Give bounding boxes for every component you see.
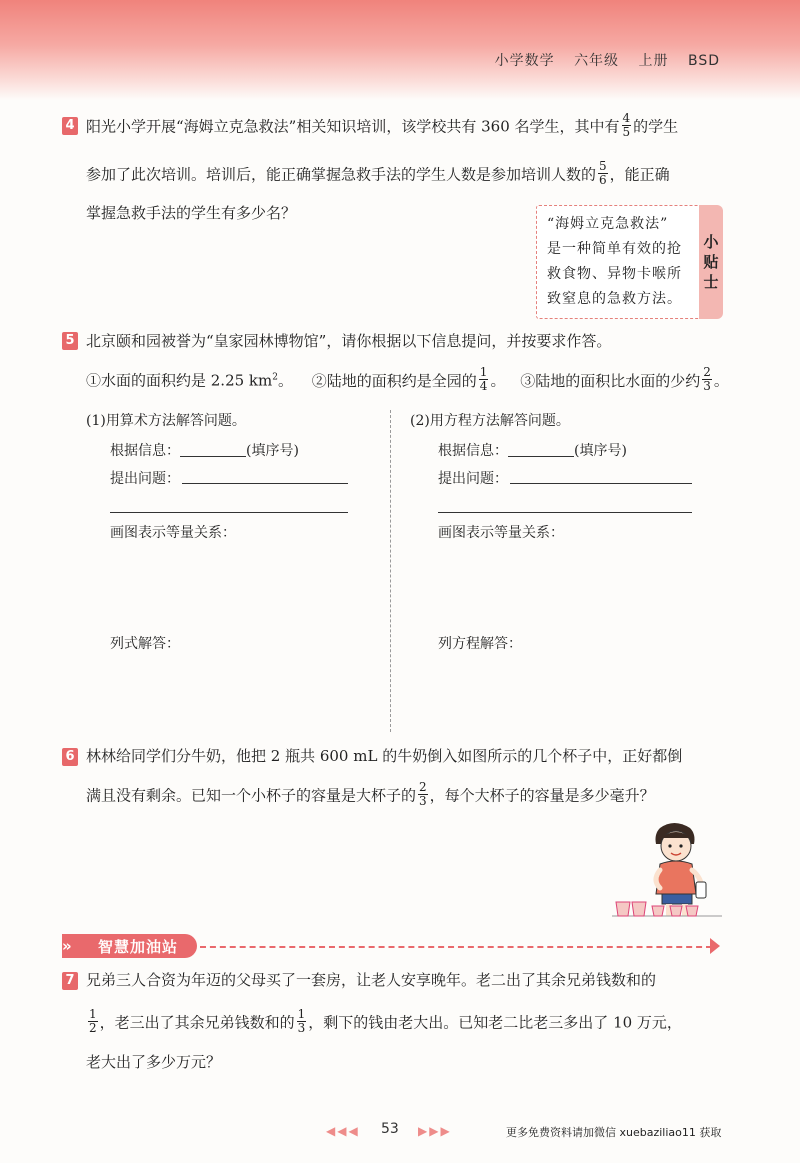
- q5-fraction-2: $\frac{2}{3}$: [703, 365, 711, 393]
- double-chevron-icon: »: [62, 937, 72, 955]
- q7-line-1: 兄弟三人合资为年迈的父母买了一套房，让老人安享晚年。老二出了其余兄弟钱数和的: [86, 971, 657, 989]
- q5-info: ①水面的面积约是 2.25 $km^2$。 ②陆地的面积约是全园的 $\frac{1}{4}$ 。 ③陆地的面积比水面的少约 $\frac{2}{3}$ 。: [86, 365, 729, 393]
- edition: BSD: [687, 53, 720, 69]
- q7-fraction-2: $\frac{1}{3}$: [297, 1007, 306, 1035]
- boy-pouring-milk-illustration: [612, 818, 722, 928]
- ask-blank-right-1[interactable]: [510, 483, 692, 484]
- course-label: [495, 50, 720, 70]
- q5-right-solve: 列方程解答：: [438, 636, 522, 652]
- question-7-number: 7: [62, 972, 78, 990]
- footer-left-arrows: ◀◀◀: [326, 1124, 360, 1138]
- boy-icon: [656, 823, 707, 916]
- grade: 六年级: [574, 53, 620, 69]
- ask-blank-right-2[interactable]: [438, 512, 692, 513]
- tip-label: 小 贴 士: [703, 233, 719, 291]
- subject: 小学数学: [494, 53, 555, 69]
- footer-right-arrows: ▶▶▶: [418, 1124, 452, 1138]
- tip-text: “海姆立克急救法” 是一种简单有效的抢 救食物、异物卡喉所 致窒息的急救方法。: [547, 216, 682, 307]
- q5-right-basis: 根据信息： (填序号): [438, 443, 627, 459]
- ask-blank-left-1[interactable]: [182, 483, 348, 484]
- arrow-right-icon: [710, 938, 720, 954]
- q4-fraction-2: $\frac{5}{6}$: [599, 159, 607, 187]
- q4-line-3: 掌握急救手法的学生有多少名？: [86, 204, 297, 222]
- ask-blank-left-2[interactable]: [110, 512, 348, 513]
- column-divider: [390, 410, 391, 732]
- q4-line-2: 参加了此次培训。培训后，能正确掌握急救手法的学生人数是参加培训人数的 $\frac{5}{6}$ ，能正确: [86, 159, 670, 187]
- tip-box: [536, 205, 716, 319]
- q6-line-1: 林林给同学们分牛奶，他把 2 瓶共 600 mL 的牛奶倒入如图所示的几个杯子中，正好都倒: [86, 747, 683, 765]
- question-6-number: 6: [62, 748, 78, 766]
- q4-line-1: 阳光小学开展“海姆立克急救法”相关知识培训，该学校共有 360 名学生，其中有 $\frac{4}{5}$ 的学生: [86, 111, 679, 139]
- q5-right-title: (2)用方程方法解答问题。: [410, 413, 570, 429]
- q6-line-2: 满且没有剩余。已知一个小杯子的容量是大杯子的 $\frac{2}{3}$ ，每个大杯子的容量是多少毫升？: [86, 780, 655, 808]
- q5-left-basis: 根据信息： (填序号): [110, 443, 299, 459]
- volume: 上册: [638, 53, 669, 69]
- footer-note: 更多免费资料请加微信 xuebaziliao11 获取: [506, 1126, 722, 1139]
- q5-left-title: (1)用算术方法解答问题。: [86, 413, 246, 429]
- q5-right-ask: 提出问题：: [438, 471, 508, 487]
- q5-right-draw: 画图表示等量关系：: [438, 525, 564, 541]
- section-title: 智慧加油站: [98, 938, 179, 956]
- q5-left-draw: 画图表示等量关系：: [110, 525, 236, 541]
- q4-fraction-1: $\frac{4}{5}$: [622, 111, 631, 139]
- q5-left-solve: 列式解答：: [110, 636, 180, 652]
- page-number: 53: [381, 1121, 399, 1137]
- basis-blank-right[interactable]: [508, 443, 574, 457]
- section-dashed-line: [200, 946, 712, 948]
- basis-blank-left[interactable]: [180, 443, 246, 457]
- question-4-number: 4: [62, 117, 78, 135]
- q6-fraction: $\frac{2}{3}$: [419, 780, 427, 808]
- q7-line-3: 老大出了多少万元？: [86, 1053, 222, 1071]
- q5-left-ask: 提出问题：: [110, 471, 180, 487]
- q5-fraction-1: $\frac{1}{4}$: [479, 365, 488, 393]
- q7-fraction-1: $\frac{1}{2}$: [89, 1007, 97, 1035]
- question-5-number: 5: [62, 332, 78, 350]
- q7-line-2: $\frac{1}{2}$ ，老三出了其余兄弟钱数和的 $\frac{1}{3}$ ，剩下的钱由老大出。已知老二比老三多出了 10 万元，: [89, 1007, 682, 1035]
- q5-intro: 北京颐和园被誉为“皇家园林博物馆”，请你根据以下信息提问，并按要求作答。: [86, 332, 612, 350]
